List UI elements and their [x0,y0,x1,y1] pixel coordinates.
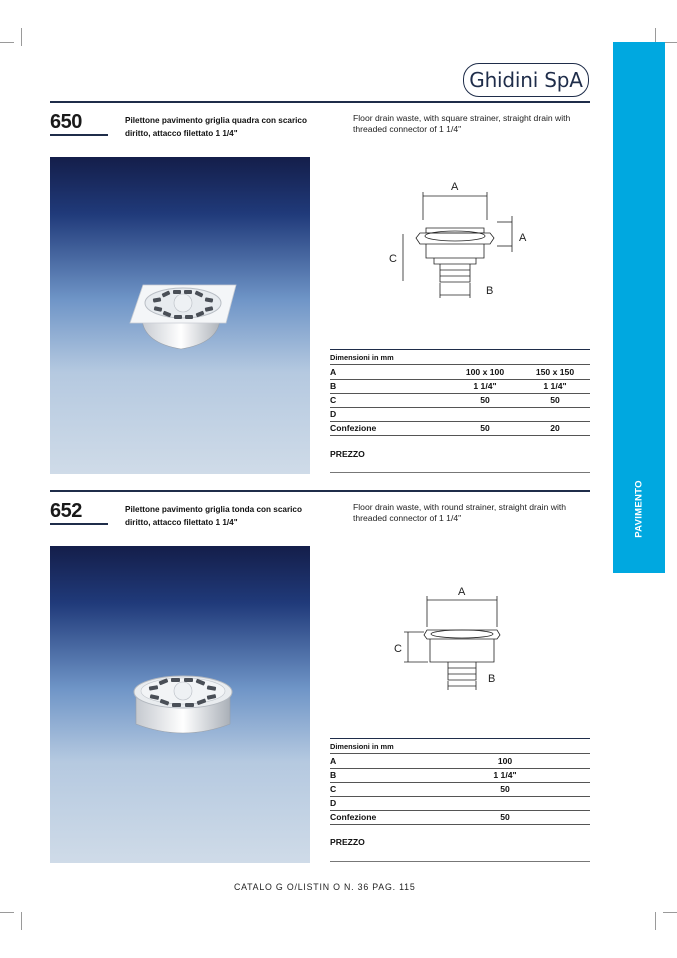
round-drain-image [50,546,310,863]
product-photo [50,157,310,474]
dimension-table [330,738,590,863]
product-title-it: Pilettone pavimento griglia tonda con scarico diritto, attacco filettato 1 1/4" [125,505,302,527]
square-drain-image [50,157,310,474]
row-value-1: 50 [500,784,510,794]
price-rule [330,861,590,862]
table-row [330,421,590,436]
side-tab [613,42,665,573]
crop-mark [663,912,677,913]
product-title-it: Pilettone pavimento griglia quadra con scarico diritto, attacco filettato 1 1/4" [125,116,307,138]
table-top-rule [330,738,590,739]
drawing-label-c: C [389,253,397,265]
price-rule [330,472,590,473]
table-row [330,753,590,769]
crop-mark [21,912,22,930]
drawing-label-a-side: A [519,232,527,244]
drawing-label-b: B [488,673,496,685]
price-label: PREZZO [330,837,365,847]
table-heading: Dimensioni in mm [330,353,394,362]
product-title-en: Floor drain waste, with square strainer, straight drain with threaded connector of 1 1/4" [353,113,571,134]
section-rule [50,490,590,492]
price-label: PREZZO [330,449,365,459]
crop-mark [0,912,14,913]
drawing-label-a: A [451,181,459,193]
row-value-1: 50 [480,395,490,405]
side-tab-label: PAVIMENTO [633,480,645,538]
product-code: 652 [50,500,82,522]
row-label: C [330,784,337,794]
table-row [330,782,590,797]
table-row [330,407,590,422]
table-row [330,379,590,394]
drawing-labels [394,586,495,685]
crop-mark [655,912,656,930]
row-value-2: 150 x 150 [535,367,575,377]
product-code: 650 [50,111,82,133]
row-value-2: 20 [550,423,560,433]
drawing-labels [389,181,527,297]
table-row [330,810,590,825]
row-value-1: 50 [480,423,490,433]
row-value-1: 1 1/4" [493,770,517,780]
crop-mark [0,42,14,43]
product-code-underline [50,523,108,525]
row-value-1: 1 1/4" [473,381,497,391]
drawing-label-c: C [394,643,402,655]
row-label: D [330,409,337,419]
product-title-en: Floor drain waste, with round strainer, straight drain with threaded connector of 1 1/4" [353,502,567,523]
table-row [330,768,590,783]
crop-mark [663,42,677,43]
table-row [330,796,590,811]
row-label: Confezione [330,812,377,822]
row-value-1: 50 [500,812,510,822]
row-value-1: 100 x 100 [465,367,505,377]
dimension-table [330,349,590,474]
row-value-2: 50 [550,395,560,405]
product-code-underline [50,134,108,136]
table-row [330,364,590,380]
table-row [330,393,590,408]
technical-drawing [384,178,527,303]
technical-drawing [390,582,515,697]
company-logo: Ghidini SpA [463,63,589,97]
row-label: D [330,798,337,808]
row-label: B [330,770,337,780]
row-label: Confezione [330,423,377,433]
row-label: A [330,756,337,766]
table-heading: Dimensioni in mm [330,742,394,751]
drawing-label-a: A [458,586,466,598]
row-label: A [330,367,337,377]
table-top-rule [330,349,590,350]
page-footer: CATALO G O/LISTIN O N. 36 PAG. 115 [234,882,416,892]
row-value-1: 100 [497,756,513,766]
row-value-2: 1 1/4" [543,381,567,391]
drawing-label-b: B [486,285,494,297]
row-label: C [330,395,337,405]
row-label: B [330,381,337,391]
product-photo [50,546,310,863]
header-rule [50,101,590,103]
crop-mark [21,28,22,46]
